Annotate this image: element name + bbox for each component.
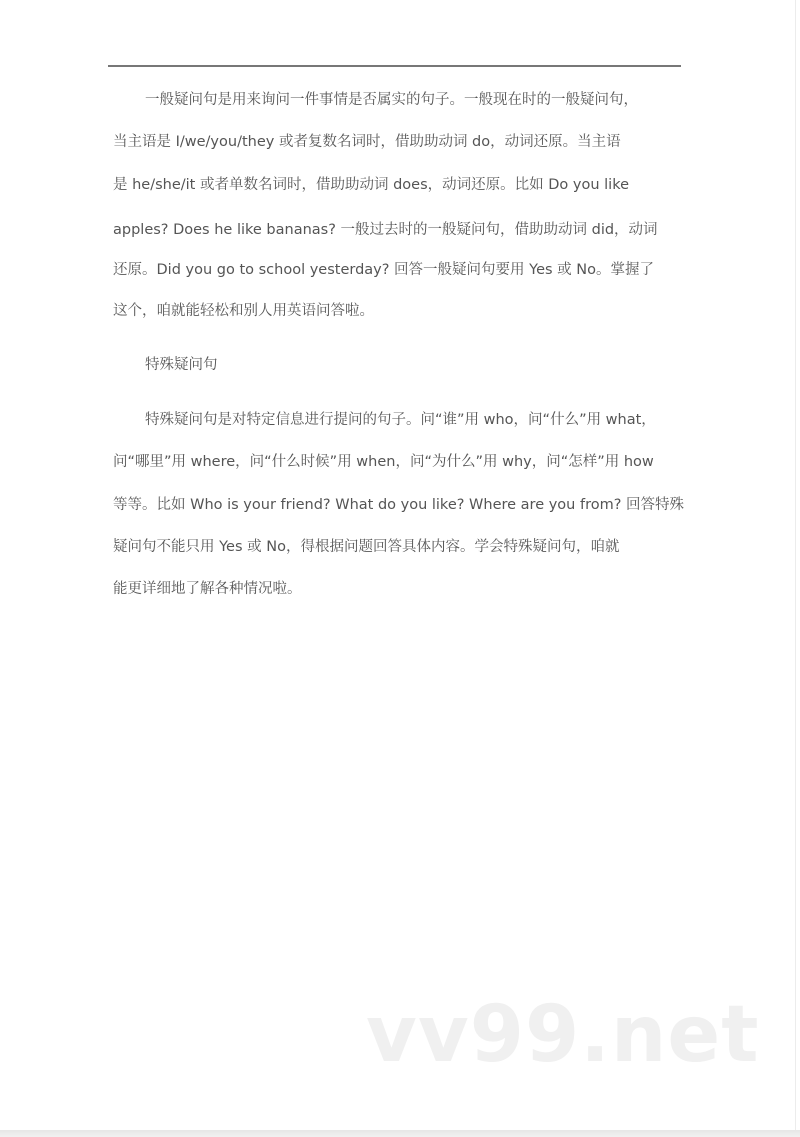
text-line: 是 he/she/it 或者单数名词时，借助助动词 does，动词还原。比如 Do you like <box>113 177 630 193</box>
text-line: 一般疑问句是用来询问一件事情是否属实的句子。一般现在时的一般疑问句， <box>145 92 638 108</box>
page-bottom-edge <box>0 1130 800 1137</box>
text-line: 特殊疑问句是对特定信息进行提问的句子。问“谁”用 who，问“什么”用 what， <box>145 412 656 428</box>
text-line: 等等。比如 Who is your friend? What do you like? Where are you from? 回答特殊 <box>113 497 685 513</box>
header-rule <box>108 65 681 67</box>
watermark-text: vv99.net <box>366 990 760 1080</box>
text-line: 还原。Did you go to school yesterday? 回答一般疑问句要用 Yes 或 No。掌握了 <box>113 262 655 278</box>
text-line: 疑问句不能只用 Yes 或 No，得根据问题回答具体内容。学会特殊疑问句，咱就 <box>113 539 620 555</box>
text-line: 当主语是 I/we/you/they 或者复数名词时，借助助动词 do，动词还原。当主语 <box>113 134 621 150</box>
text-line: 能更详细地了解各种情况啦。 <box>113 581 302 597</box>
text-line: 这个，咱就能轻松和别人用英语问答啦。 <box>113 303 374 319</box>
text-line: 问“哪里”用 where，问“什么时候”用 when，问“为什么”用 why，问“怎样”用 how <box>113 454 654 470</box>
page-edge <box>795 0 796 1137</box>
section-heading: 特殊疑问句 <box>145 357 218 373</box>
text-line: apples? Does he like bananas? 一般过去时的一般疑问句，借助助动词 did，动词 <box>113 222 658 238</box>
